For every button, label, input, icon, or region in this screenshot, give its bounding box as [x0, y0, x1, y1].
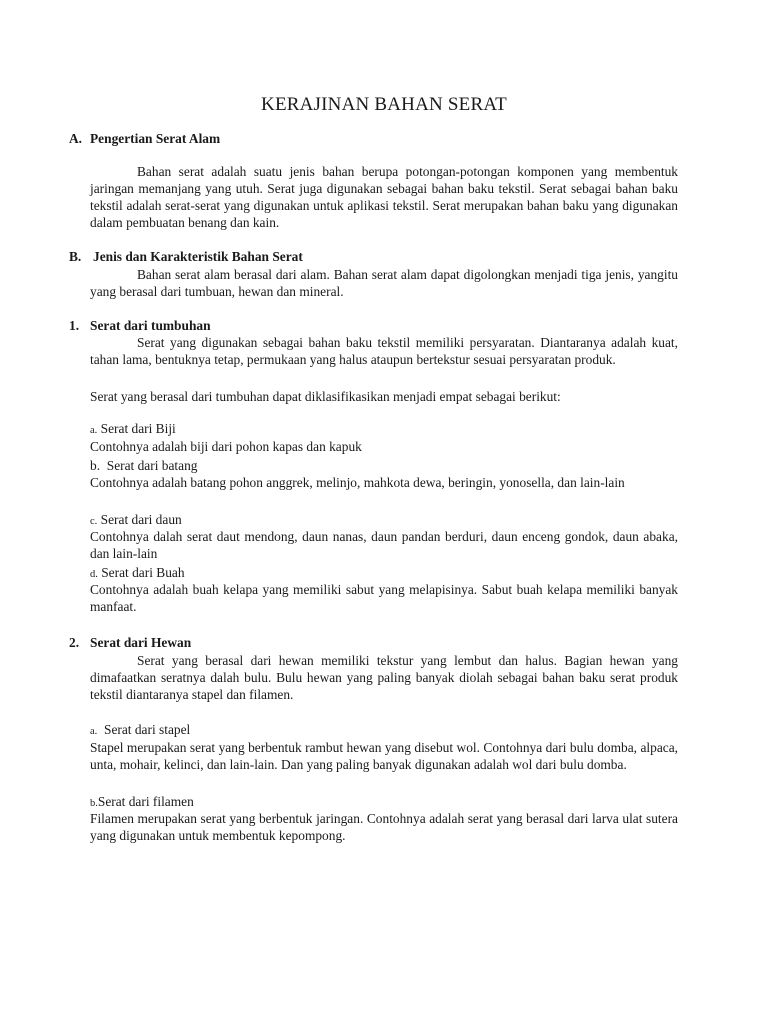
section-2-marker: 2.: [69, 635, 80, 650]
list-item-description: Contohnya dalah serat daut mendong, daun nanas, daun pandan berduri, daun enceng gondok, daun abaka, dan lain-lain: [90, 529, 678, 561]
list-item-letter: a.: [90, 425, 98, 436]
list-item-label: Serat dari Buah: [101, 565, 185, 580]
section-a-paragraph: Bahan serat adalah suatu jenis bahan berupa potongan-potongan komponen yang membentuk jaringan memanjang yang utuh. Serat juga digunakan sebagai bahan baku tekstil. Serat sebagai bahan baku tekstil adalah serat-serat yang digunakan untuk aplikasi tekstil. Serat merupakan bahan baku yang digunakan dalam pembuatan benang dan kain.: [90, 164, 678, 230]
section-2-heading: [69, 634, 191, 651]
section-b-title: Jenis dan Karakteristik Bahan Serat: [93, 249, 303, 264]
section-1-heading: [69, 317, 211, 334]
section-a-heading: [69, 130, 220, 147]
section-b-marker: B.: [69, 249, 82, 264]
list-item-letter: b.: [90, 798, 98, 809]
document-title: KERAJINAN BAHAN SERAT: [261, 94, 507, 115]
list-item-description: Contohnya adalah buah kelapa yang memiliki sabut yang melapisinya. Sabut buah kelapa memiliki banyak manfaat.: [90, 582, 678, 614]
list-item-description: Filamen merupakan serat yang berbentuk jaringan. Contohnya adalah serat yang berasal dari larva ulat sutera yang digunakan untuk membentuk kepompong.: [90, 811, 678, 843]
section-1-marker: 1.: [69, 318, 80, 333]
list-item-description: Stapel merupakan serat yang berbentuk rambut hewan yang disebut wol. Contohnya dari bulu domba, alpaca, unta, mohair, kelinci, dan lain-lain. Dan yang paling banyak digunakan adalah wol dari bulu domba.: [90, 740, 678, 772]
section-2-title: Serat dari Hewan: [90, 635, 192, 650]
section-b-paragraph: Bahan serat alam berasal dari alam. Bahan serat alam dapat digolongkan menjadi tiga jenis, yangitu yang berasal dari tumbuan, hewan dan mineral.: [90, 267, 678, 299]
list-item-label: Serat dari stapel: [104, 722, 191, 737]
list-item-title: [90, 420, 176, 439]
list-item-label: Serat dari daun: [100, 512, 182, 527]
list-item-letter: b.: [90, 458, 101, 473]
list-item-letter: d.: [90, 569, 98, 580]
list-item-letter: c.: [90, 516, 98, 527]
section-a-title: Pengertian Serat Alam: [90, 131, 221, 146]
list-item-label: Serat dari Biji: [100, 421, 176, 436]
list-item-letter: a.: [90, 726, 98, 737]
list-item-title: [90, 457, 197, 474]
list-item-label: Serat dari filamen: [97, 794, 194, 809]
list-item-label: Serat dari batang: [106, 458, 198, 473]
list-item-title: [90, 721, 190, 740]
list-item-description: Contohnya adalah biji dari pohon kapas dan kapuk: [90, 439, 362, 454]
section-2-paragraph: Serat yang berasal dari hewan memiliki tekstur yang lembut dan halus. Bagian hewan yang dimafaatkan seratnya dalah bulu. Bulu hewan yang paling banyak diolah sebagai bahan baku serat produk tekstil diantaranya stapel dan filamen.: [90, 653, 678, 702]
section-a-marker: A.: [69, 131, 83, 146]
section-b-heading: [69, 248, 303, 265]
list-item-description: Contohnya adalah batang pohon anggrek, melinjo, mahkota dewa, beringin, yonosella, dan lain-lain: [90, 475, 625, 490]
section-1-title: Serat dari tumbuhan: [90, 318, 211, 333]
section-1-paragraph: Serat yang digunakan sebagai bahan baku tekstil memiliki persyaratan. Diantaranya adalah kuat, tahan lama, bentuknya tetap, permukaan yang halus ataupun bertekstur sesuai persyaratan produk.: [90, 335, 678, 367]
section-1-classification: Serat yang berasal dari tumbuhan dapat diklasifikasikan menjadi empat sebagai berikut:: [90, 389, 561, 404]
